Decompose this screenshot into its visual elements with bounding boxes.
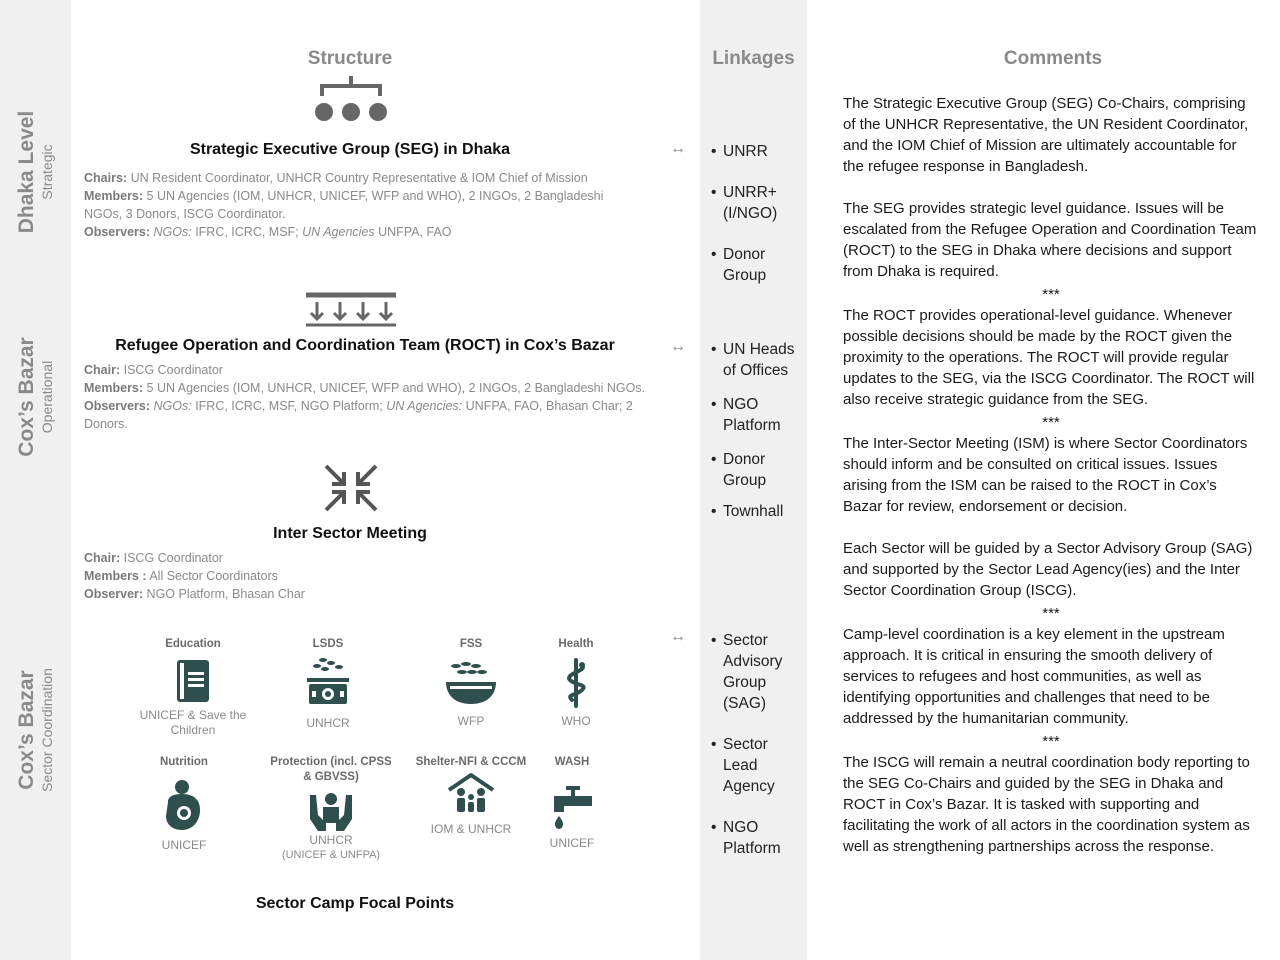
linkage-item: • NGO Platform <box>711 817 797 859</box>
comment-roct: The ROCT provides operational-level guidance. Whenever possible decisions should be made by the ROCT given the proximity to the operations. The ROCT will provide regular updates to the SEG, via the ISCG Coordinator. The ROCT will also receive strategic guidance from the SEG. <box>843 307 1255 408</box>
book-icon <box>169 658 217 704</box>
sector-fss: FSS WFP <box>411 637 531 729</box>
linkages-header: Linkages <box>712 48 795 69</box>
linkage-arrow-roct: ↔ <box>670 338 686 355</box>
shelter-family-icon <box>447 772 495 814</box>
linkage-item: • UN Heads of Offices <box>711 339 797 381</box>
comment-ism: The Inter-Sector Meeting (ISM) is where Sector Coordinators should inform and be consulted on critical issues. Issues arising from the ISM can be raised to the ROCT in Cox’s Bazar for review, endorsement or decision. <box>843 435 1248 515</box>
seg-details: Chairs: UN Resident Coordinator, UNHCR Country Representative & IOM Chief of Mission Members: 5 UN Agencies (IOM, UNHCR, UNICEF, WFP and WHO), 2 INGOs, 2 Bangladeshi NGOs, 3 Donors, ISCG Coordinator. Observers: NGOs: IFRC, ICRC, MSF; UN Agencies UNFPA, FAO <box>84 171 604 239</box>
caduceus-icon <box>560 658 592 708</box>
breastfeeding-icon <box>162 780 206 832</box>
ism-title: Inter Sector Meeting <box>273 525 427 542</box>
linkage-item: • UNRR <box>711 141 797 162</box>
comments-panel <box>843 93 1259 857</box>
comment-seg-guidance: The SEG provides strategic level guidance. Issues will be escalated from the Refugee Operation and Coordination Team (ROCT) to the SEG in Dhaka where decisions and support from Dhaka is required. <box>843 200 1257 280</box>
sector-health: Health WHO <box>558 638 594 728</box>
separator: *** <box>1042 605 1060 622</box>
structure-header: Structure <box>307 48 393 69</box>
linkage-item: • Sector Advisory Group (SAG) <box>711 630 797 714</box>
linkage-item: • NGO Platform <box>711 394 797 436</box>
sector-education: Education UNICEF & Save the Children <box>139 638 247 737</box>
linkages-sector <box>711 630 797 879</box>
livelihood-icon <box>303 656 353 708</box>
converging-arrows-icon <box>324 464 378 512</box>
food-bowl-icon <box>444 658 498 708</box>
linkages-roct <box>711 339 797 542</box>
ism-details: Chair: ISCG Coordinator Members : All Sector Coordinators Observer: NGO Platform, Bhasan Char <box>84 551 305 601</box>
hierarchy-icon <box>312 76 390 122</box>
sector-protection: Protection (incl. CPSS & GBVSS) UNHCR (UNICEF & UNFPA) <box>270 756 392 861</box>
linkage-item: • Sector Lead Agency <box>711 734 797 797</box>
linkage-arrow-sector: ↔ <box>670 628 686 645</box>
level-label-dhaka: Dhaka Level Strategic <box>15 110 55 234</box>
sector-nutrition: Nutrition UNICEF <box>160 756 208 852</box>
level-label-coxs-sector: Cox’s Bazar Sector Coordination <box>15 668 55 792</box>
linkage-item: • Donor Group <box>711 449 797 491</box>
seg-title: Strategic Executive Group (SEG) in Dhaka <box>189 141 511 158</box>
downward-arrows-icon <box>306 292 398 328</box>
linkage-item: • UNRR+ (I/NGO) <box>711 182 797 224</box>
water-tap-icon <box>550 784 594 830</box>
linkage-item: • Donor Group <box>711 244 797 286</box>
camp-focal-title: Sector Camp Focal Points <box>255 895 455 912</box>
separator: *** <box>1042 286 1060 303</box>
roct-details: Chair: ISCG Coordinator Members: 5 UN Agencies (IOM, UNHCR, UNICEF, WFP and WHO), 2 INGOs, 2 Bangladeshi NGOs. Observers: NGOs: IFRC, ICRC, MSF, NGO Platform; UN Agencies: UNFPA, FAO, Bhasan Char; 2 Donors. <box>84 363 646 431</box>
linkage-item: • Townhall <box>711 501 797 522</box>
sector-shelter-nfi-cccm: Shelter-NFI & CCCM IOM & UNHCR <box>415 756 527 836</box>
comment-iscg: The ISCG will remain a neutral coordination body reporting to the SEG Co-Chairs and guided by the SEG in Dhaka and ROCT in Cox’s Bazar. It is tasked with supporting and facilitating the work of all actors in the coordination system as well as strengthening partnerships across the response. <box>843 754 1250 855</box>
sector-wash: WASH UNICEF <box>549 756 595 850</box>
roct-title: Refugee Operation and Coordination Team (ROCT) in Cox’s Bazar <box>115 337 615 354</box>
comments-header: Comments <box>1003 48 1103 69</box>
level-label-coxs-operational: Cox’s Bazar Operational <box>15 337 55 457</box>
linkages-dhaka <box>711 141 797 306</box>
separator: *** <box>1042 414 1060 431</box>
protection-hands-icon <box>308 789 354 833</box>
comment-sector-guidance: Each Sector will be guided by a Sector Advisory Group (SAG) and supported by the Sector Lead Agency(ies) and the Inter Sector Coordination Group (ISCG). <box>843 540 1253 599</box>
comment-camp-level: Camp-level coordination is a key element in the upstream approach. It is critical in ensuring the smooth delivery of services to refugees and host communities, as well as identifying opportunities and challenges that need to be addressed by the humanitarian community. <box>843 626 1225 727</box>
separator: *** <box>1042 733 1060 750</box>
linkage-arrow-seg: ↔ <box>670 140 686 157</box>
sector-lsds: LSDS UNHCR <box>268 637 388 731</box>
comment-seg-accountability: The Strategic Executive Group (SEG) Co-Chairs, comprising of the UNHCR Representative, the UN Resident Coordinator, and the IOM Chief of Mission are ultimately accountable for the refugee response in Bangladesh. <box>843 95 1249 175</box>
